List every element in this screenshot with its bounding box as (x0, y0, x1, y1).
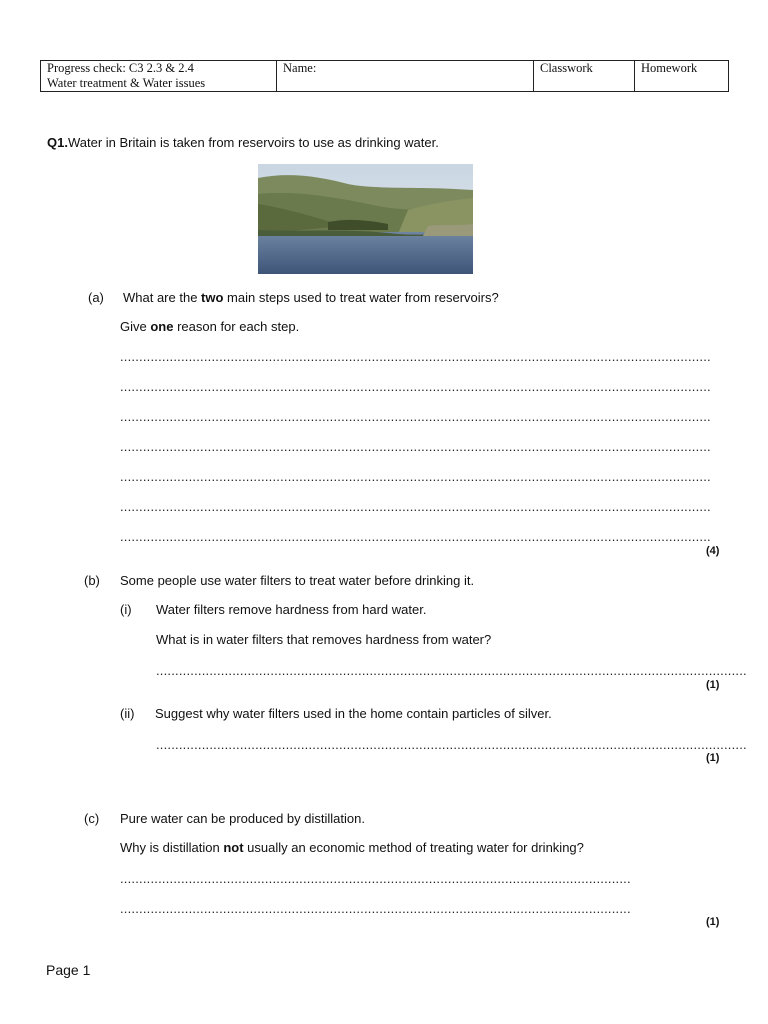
part-a-marks: (4) (706, 545, 720, 557)
part-a-question-end: main steps used to treat water from reservoirs? (223, 290, 499, 305)
page-number: Page 1 (46, 962, 91, 978)
header-table (40, 60, 729, 92)
name-label: Name: (283, 61, 317, 75)
part-a-subquestion (120, 319, 299, 335)
classwork-cell (534, 61, 635, 92)
answer-line[interactable]: ........................................................................................................................................................... (120, 529, 711, 544)
answer-line[interactable]: ...................................................................................................................................... (120, 901, 631, 916)
part-a-sub-emphasis: one (150, 319, 174, 334)
part-c-question-end: usually an economic method of treating water for drinking? (243, 840, 584, 855)
part-b-ii-text: Suggest why water filters used in the home contain particles of silver. (155, 706, 552, 721)
part-a-question-start: What are the (123, 290, 202, 305)
part-b-i-question: What is in water filters that removes hardness from water? (156, 632, 492, 647)
part-b-ii-label: (ii) (120, 706, 135, 721)
answer-line[interactable]: ........................................................................................................................................................... (156, 737, 747, 752)
part-a-label: (a) (88, 290, 104, 305)
reservoir-photo (258, 164, 473, 274)
q1-intro (47, 135, 439, 151)
part-c-question-start: Why is distillation (120, 840, 224, 855)
homework-label: Homework (641, 61, 698, 75)
progress-subtitle: Water treatment & Water issues (47, 76, 206, 90)
name-cell[interactable] (277, 61, 534, 92)
part-c-marks: (1) (706, 916, 720, 928)
part-c-label: (c) (84, 811, 100, 826)
part-c-question-emphasis: not (223, 840, 244, 855)
answer-line[interactable]: ........................................................................................................................................................... (120, 379, 711, 394)
part-c-question (120, 840, 584, 856)
part-b-i-marks: (1) (706, 679, 720, 691)
part-b-i-text: Water filters remove hardness from hard water. (156, 602, 427, 617)
part-c-text: Pure water can be produced by distillation. (120, 811, 365, 826)
answer-line[interactable]: ........................................................................................................................................................... (120, 409, 711, 424)
part-b-ii-marks: (1) (706, 752, 720, 764)
progress-title: Progress check: C3 2.3 & 2.4 (47, 61, 194, 75)
part-a-sub-start: Give (120, 319, 151, 334)
answer-line[interactable]: ........................................................................................................................................................... (120, 499, 711, 514)
part-a-question (123, 290, 499, 306)
answer-line[interactable]: ........................................................................................................................................................... (120, 469, 711, 484)
classwork-label: Classwork (540, 61, 593, 75)
q1-intro-text: Water in Britain is taken from reservoirs to use as drinking water. (67, 135, 439, 150)
part-a-question-emphasis: two (201, 290, 224, 305)
homework-cell (635, 61, 729, 92)
part-b-i-label: (i) (120, 602, 132, 617)
answer-line[interactable]: ...................................................................................................................................... (120, 871, 631, 886)
part-a-sub-end: reason for each step. (173, 319, 300, 334)
answer-line[interactable]: ........................................................................................................................................................... (120, 349, 711, 364)
part-b-text: Some people use water filters to treat water before drinking it. (120, 573, 475, 588)
answer-line[interactable]: ........................................................................................................................................................... (120, 439, 711, 454)
progress-check-cell (41, 61, 277, 92)
q1-number: Q1. (47, 135, 68, 150)
answer-line[interactable]: ........................................................................................................................................................... (156, 663, 747, 678)
part-b-label: (b) (84, 573, 100, 588)
